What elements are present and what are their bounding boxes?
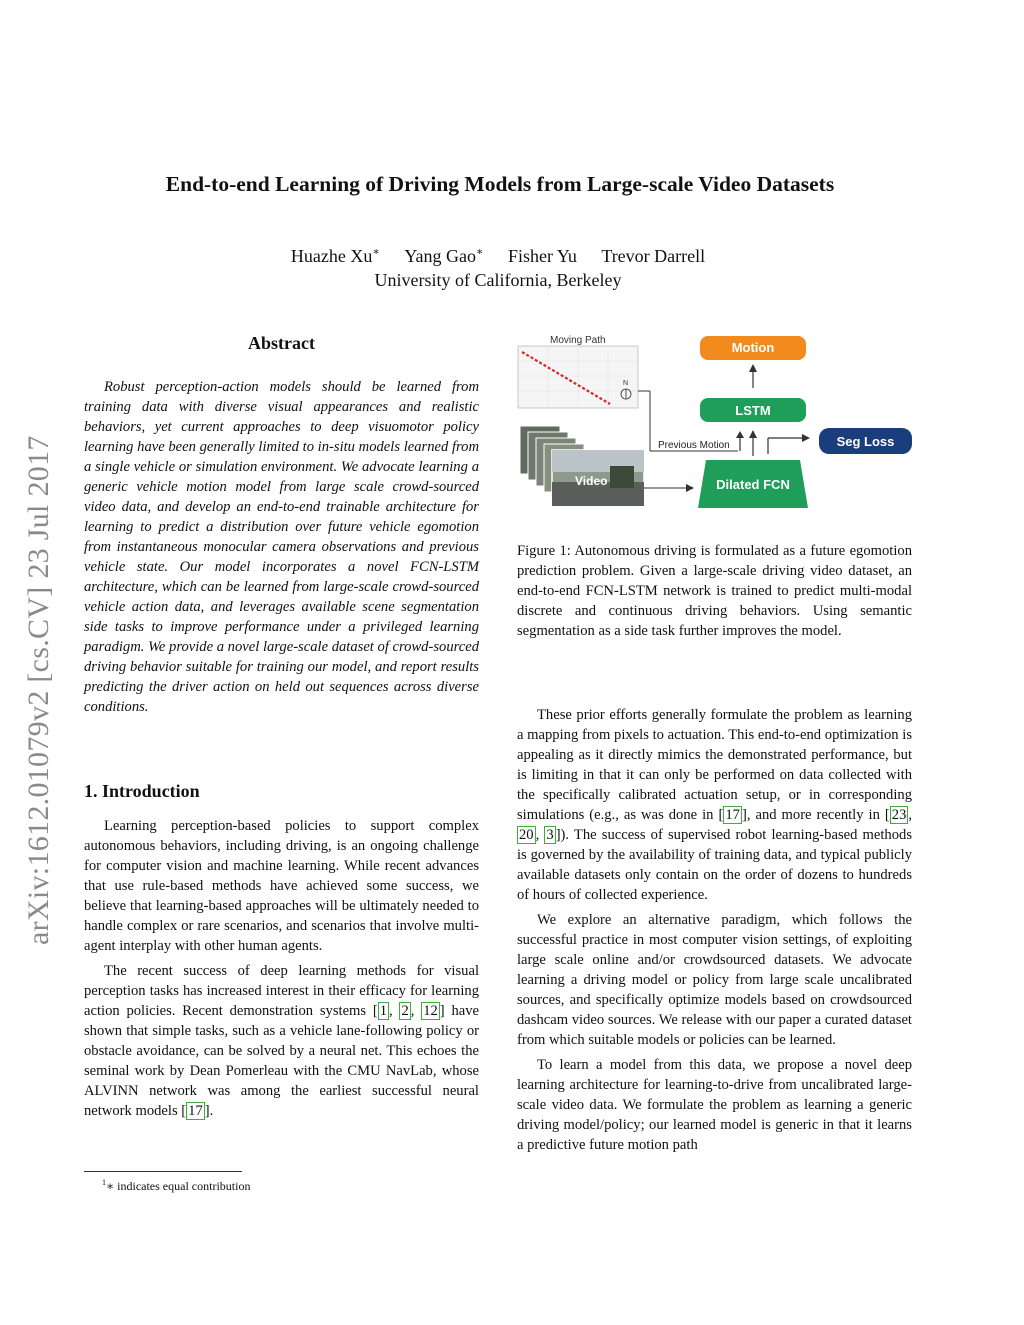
lstm-label: LSTM [735,403,771,418]
video-label: Video [575,474,608,488]
footnote: $^1$∗ indicates equal contribution [102,1178,251,1193]
intro-paragraph-1: Learning perception-based policies to support complex autonomous behaviors, including driving, is an ongoing challenge for computer vision and machine learning. While recent advances that use rule-based methods have achieved some success, we believe that learning-based approaches will be ultimately needed to handle complex or rare scenarios, and scenarios that involve multi-agent interplay with other human agents. [84,818,479,954]
citation-link[interactable]: 17 [188,1103,203,1119]
section-heading-introduction: 1. Introduction [84,781,200,801]
citation-link[interactable]: 1 [379,1003,388,1019]
right-column-body [517,705,912,1160]
abstract-text: Robust perception-action models should be learned from training data with diverse visual appearances and realistic behaviors, yet current approaches to deep visuomotor policy learning have been generally limited to in-situ models learned from a single vehicle or simulation environment. We advocate learning a generic vehicle motion model from large scale crowd-sourced video data, and develop an end-to-end trainable architecture for learning to predict a distribution over future vehicle egomotion from instantaneous monocular camera observations and previous vehicle state. Our model incorporates a novel FCN-LSTM architecture, which can be learned from large-scale crowd-sourced vehicle action data, and leverages available scene segmentation side tasks to improve performance under a privileged learning paradigm. We provide a novel large-scale dataset of crowd-sourced driving behavior suitable for training our model, and report results predicting the driver action on held out sequences across diverse conditions. [84,379,479,715]
citation-link[interactable]: 20 [519,827,534,843]
compass-label: N [623,380,629,387]
citation-link[interactable]: 12 [423,1003,438,1019]
seg-loss-label: Seg Loss [836,434,895,449]
footnote-rule [84,1171,242,1172]
figure-1-diagram [510,326,920,516]
previous-motion-label: Previous Motion [658,440,730,451]
author-name: Huazhe Xu∗ [290,246,380,266]
intro-paragraph-4: We explore an alternative paradigm, which follows the successful practice in most computer vision settings, of exploiting large scale online and/or crowdsourced datasets. We advocate learning a driving model or policy from large scale uncalibrated sources, and specifically optimize models based on crowdsourced dashcam video sources. We release with our paper a curated dataset from which suitable models or policies can be learned. [517,912,912,1048]
abstract-heading: Abstract [248,333,315,353]
arrow-icon [802,434,810,442]
video-frame-stack [520,426,644,506]
arrow-icon [749,364,757,372]
motion-label: Motion [731,340,775,355]
figure-1-caption: Figure 1: Autonomous driving is formulated as a future egomotion prediction problem. Given a large-scale driving video dataset, an end-to-end FCN-LSTM network is trained to predict multi-modal discrete and continuous driving behaviors. Using semantic segmentation as a side task further improves the model. [517,543,912,639]
author-name: Yang Gao∗ [404,246,484,266]
arrow-icon [686,484,694,492]
author-list [0,240,996,268]
arxiv-identifier: arXiv:1612.01079v2 [cs.CV] 23 Jul 2017 [22,435,55,945]
affiliation: University of California, Berkeley [374,270,622,290]
arrow-icon [749,430,757,438]
arrow-icon [736,431,744,438]
moving-path-label: Moving Path [550,335,606,346]
citation-link[interactable]: 3 [546,827,554,843]
citation-link[interactable]: 17 [725,807,740,823]
citation-link[interactable]: 2 [401,1003,409,1019]
paper-title: End-to-end Learning of Driving Models from Large-scale Video Datasets [165,172,835,196]
intro-paragraph-5: To learn a model from this data, we propose a novel deep learning architecture for learning-to-drive from uncalibrated large-scale video data. We formulate the problem as learning a generic driving model/policy; our learned model is generic in that it learns a predictive future motion path [517,1057,912,1153]
left-column-body [84,816,479,1126]
intro-paragraph-3: These prior efforts generally formulate the problem as learning a mapping from pixels to actuation. This end-to-end optimization is appealing as it directly mimics the demonstrated performance, but is limiting in that it can only be performed on data collected with the specifically calibrated actuation setup, or in corresponding simulations (e.g., as was done in [ 17 ], and more recently in [ 23 , 20 , 3 ]). The success of supervised robot learning-based methods is governed by the availability of training data, and typical publicly available datasets only contain on the order of dozens to hundreds of hours of collected experience. [517,707,913,903]
author-block [0,240,996,292]
author-name: Fisher Yu [507,246,577,266]
author-name: Trevor Darrell [601,246,706,266]
dilated-fcn-label: Dilated FCN [716,477,790,492]
citation-link[interactable]: 23 [891,807,907,823]
intro-paragraph-2: The recent success of deep learning methods for visual perception tasks has increased interest in their efficacy for learning action policies. Recent demonstration systems [ 1 , 2 , 12 ] have shown that simple tasks, such as a vehicle lane-following policy or obstacle avoidance, can be solved by a neural net. This echoes the seminal work by Dean Pomerleau with the CMU NavLab, whose ALVINN network was among the earliest successful neural network models [ 17 ]. [84,963,479,1119]
